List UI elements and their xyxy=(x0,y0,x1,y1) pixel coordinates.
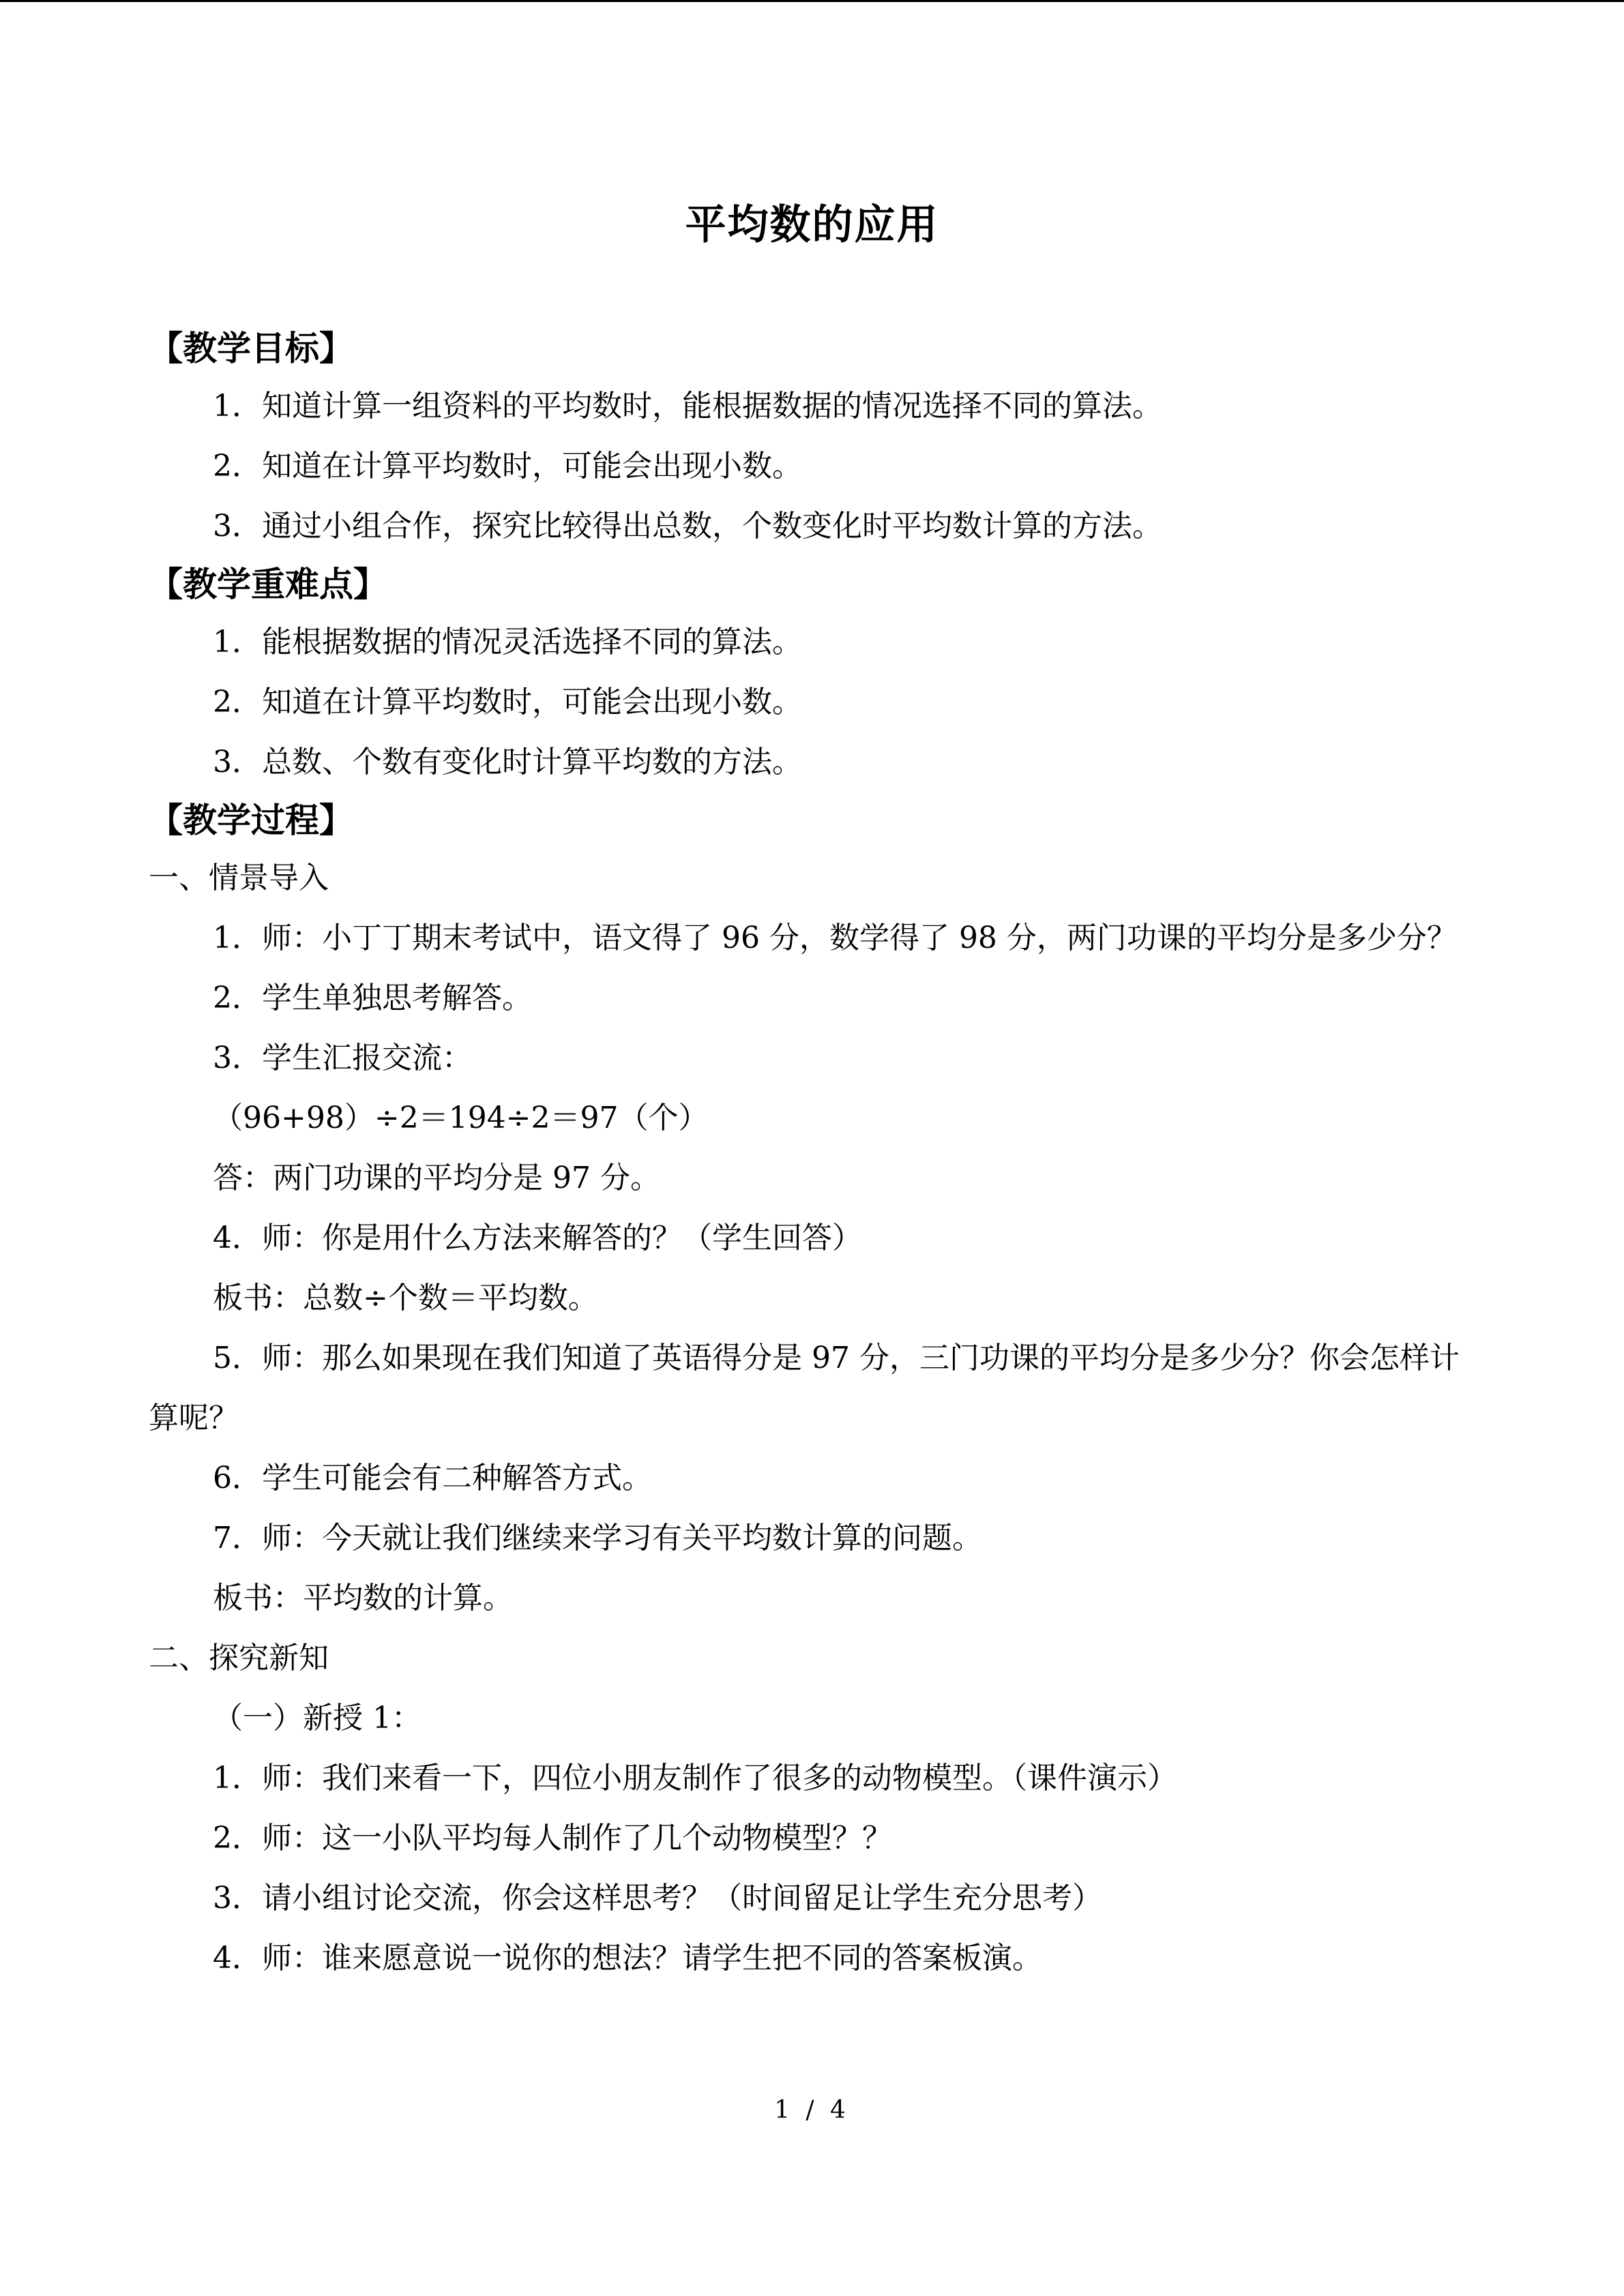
board-note: 板书：总数÷个数＝平均数。 xyxy=(213,1281,598,1315)
process-item: 2．师：这一小队平均每人制作了几个动物模型？？ xyxy=(213,1821,892,1855)
part2-title: 二、探究新知 xyxy=(149,1641,329,1675)
process-item: 3．学生汇报交流： xyxy=(213,1041,472,1075)
key-point-item: 1．能根据数据的情况灵活选择不同的算法。 xyxy=(213,625,802,659)
document-body xyxy=(149,320,1475,1988)
objective-item: 3．通过小组合作，探究比较得出总数，个数变化时平均数计算的方法。 xyxy=(213,509,1162,543)
process-item: 5．师：那么如果现在我们知道了英语得分是 97 分，三门功课的平均分是多少分？你会怎样计算呢？ xyxy=(149,1341,1460,1435)
part1-title: 一、情景导入 xyxy=(149,861,329,895)
document-title: 平均数的应用 xyxy=(685,201,939,249)
process-heading: 【教学过程】 xyxy=(149,801,353,840)
process-item: 7．师：今天就让我们继续来学习有关平均数计算的问题。 xyxy=(213,1521,982,1555)
objectives-heading: 【教学目标】 xyxy=(149,329,353,368)
page-number: 1 / 4 xyxy=(774,2096,850,2124)
key-point-item: 2．知道在计算平均数时，可能会出现小数。 xyxy=(213,685,802,719)
board-note: 板书：平均数的计算。 xyxy=(213,1581,513,1615)
process-item: 4．师：谁来愿意说一说你的想法？请学生把不同的答案板演。 xyxy=(213,1941,1042,1976)
answer-line: 答：两门功课的平均分是 97 分。 xyxy=(213,1161,660,1195)
part2-subtitle: （一）新授 1： xyxy=(213,1701,422,1735)
process-item: 2．学生单独思考解答。 xyxy=(213,981,532,1015)
process-item: 1．师：我们来看一下，四位小朋友制作了很多的动物模型。（课件演示） xyxy=(213,1761,1177,1795)
key-point-item: 3．总数、个数有变化时计算平均数的方法。 xyxy=(213,745,802,779)
process-item: 1．师：小丁丁期末考试中，语文得了 96 分，数学得了 98 分，两门功课的平均分是多少分？ xyxy=(213,921,1457,955)
process-item: 3．请小组讨论交流，你会这样思考？（时间留足让学生充分思考） xyxy=(213,1881,1102,1915)
formula-line: （96+98）÷2＝194÷2＝97（个） xyxy=(213,1101,709,1135)
objective-item: 1．知道计算一组资料的平均数时，能根据数据的情况选择不同的算法。 xyxy=(213,389,1162,423)
process-item: 6．学生可能会有二种解答方式。 xyxy=(213,1461,652,1495)
objective-item: 2．知道在计算平均数时，可能会出现小数。 xyxy=(213,449,802,483)
key-points-heading: 【教学重难点】 xyxy=(149,565,387,604)
process-item: 4．师：你是用什么方法来解答的？（学生回答） xyxy=(213,1221,862,1255)
